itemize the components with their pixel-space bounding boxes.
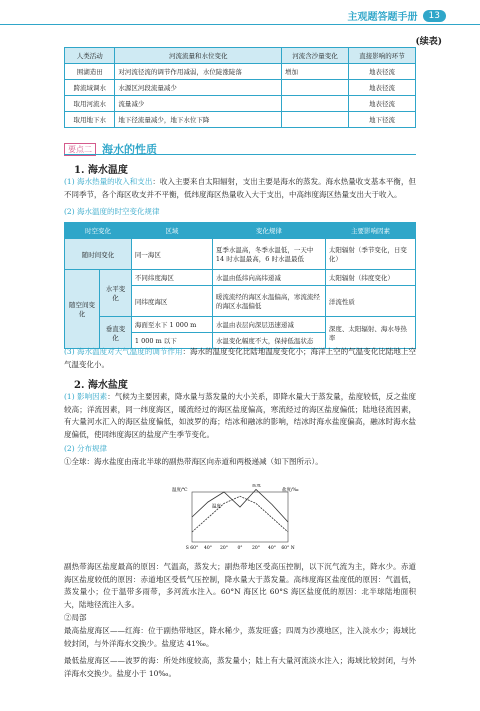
section-rule <box>64 154 416 155</box>
cell: 随时间变化 <box>65 239 132 270</box>
cell: 太阳辐射（纬度变化） <box>325 270 415 286</box>
handbook-title: 主观题答题手册 <box>347 12 418 23</box>
cell: 取用地下水 <box>65 112 115 128</box>
cell: 流量减少 <box>115 96 282 112</box>
table-row <box>65 112 416 128</box>
x-tick-label: 40° <box>268 546 276 551</box>
paragraph-label: (1) 海水热量的收入和支出 <box>64 177 153 186</box>
table-row <box>65 96 416 112</box>
header-rule <box>0 24 480 25</box>
cell: 深度、太阳辐射、海水导热率 <box>325 317 415 349</box>
cell: 同一海区 <box>131 239 212 270</box>
paragraph: 副热带海区盐度最高的原因：气温高，蒸发大；副热带地区受高压控制，以下沉气流为主，降水少。赤道海区盐度较低的原因：赤道地区受低气压控制，降水量大于蒸发量。高纬度海区盐度低的原因：气温低，蒸发量小；位于温带多雨带，多河流水注入。60°N 海区比 60°S 海区盐度低的原因：北半球陆地面积大，陆地径流注入多。 <box>64 562 416 609</box>
col-header: 河流流量和水位变化 <box>115 48 282 64</box>
paragraph-label: (2) 分布规律 <box>64 444 108 453</box>
heading-salinity: 2. 海水盐度 <box>74 380 128 391</box>
paragraph <box>64 391 416 441</box>
cell: 不同纬度海区 <box>131 270 212 286</box>
cell: 垂直变化 <box>100 317 132 349</box>
cell: 水温由表层向深层迅速递减 <box>212 317 325 333</box>
cell: 水源区河段流量减少 <box>115 80 282 96</box>
cell: 暖流流经的海区水温偏高，寒流流经的海区水温偏低 <box>212 286 325 317</box>
cell <box>281 80 348 96</box>
x-tick-label: 0° <box>237 546 243 551</box>
continued-label: (续表) <box>415 37 442 47</box>
paragraph-label: (2) 海水温度的时空变化规律 <box>64 207 160 216</box>
section-badge: 要点二 <box>64 143 96 156</box>
cell: 地表径流 <box>348 96 415 112</box>
table-row <box>65 80 416 96</box>
human-activity-table <box>64 47 416 128</box>
paragraph-text: ：收入主要来自太阳辐射，支出主要是海水的蒸发。海水热量收支基本平衡，但不同季节，各个海区收支并不平衡，低纬度海区热量收入大于支出，中高纬度海区热量支出大于收入。 <box>64 177 416 199</box>
x-tick-label: 40° <box>204 546 212 551</box>
temperature-line <box>192 496 288 532</box>
col-header: 人类活动 <box>65 48 115 64</box>
paragraph-label: (1) 影响因素 <box>64 392 108 401</box>
cell: 同纬度海区 <box>131 286 212 317</box>
table-row <box>65 64 416 80</box>
cell: 地表径流 <box>348 64 415 80</box>
paragraph-text: ：海水的温度变化比陆地温度变化小；海洋上空的气温变化比陆地上空气温变化小。 <box>64 347 417 369</box>
cell: 水温由低纬向高纬递减 <box>212 270 325 286</box>
cell <box>281 112 348 128</box>
y-axis-right-label: 盐度/‰ <box>282 488 299 493</box>
cell: 地下径流量减少，地下水位下降 <box>115 112 282 128</box>
paragraph: 最高盐度海区——红海：位于副热带地区，降水稀少，蒸发旺盛；四周为沙漠地区，注入淡水少；海域比较封闭，与外洋海水交换少。盐度达 41‰。 <box>64 626 416 648</box>
salinity-line <box>192 490 288 523</box>
cell: 夏季水温高，冬季水温低，一天中 14 时水温最高，6 时水温最低 <box>212 239 325 270</box>
cell: 海面至水下 1 000 m <box>131 317 212 333</box>
col-header: 主要影响因素 <box>325 223 415 239</box>
paragraph-label: ②局部 <box>64 613 87 622</box>
table-row <box>65 317 416 333</box>
paragraph-label: (3) 海水温度对大气温度的调节作用 <box>64 347 183 356</box>
x-tick-label: 20° <box>220 546 228 551</box>
temperature-table <box>64 222 416 349</box>
cell: 对河流径流的调节作用减弱，水位陡涨陡落 <box>115 64 282 80</box>
heading-sea-temperature: 1. 海水温度 <box>74 165 128 176</box>
cell: 围湖造田 <box>65 64 115 80</box>
paragraph <box>64 346 416 371</box>
table-row <box>65 239 416 270</box>
table-row <box>65 270 416 286</box>
col-header: 变化规律 <box>212 223 325 239</box>
x-tick-label: 60° N <box>281 546 295 551</box>
cell: 水平变化 <box>100 270 132 317</box>
cell: 水温变化幅度不大，保持低温状态 <box>212 333 325 349</box>
paragraph: 最低盐度海区——波罗的海：所处纬度较高，蒸发量小；陆上有大量河流淡水注入；海域比较封闭，与外洋海水交换少。盐度小于 10‰。 <box>64 656 416 678</box>
cell: 增加 <box>281 64 348 80</box>
cell: 取用河流水 <box>65 96 115 112</box>
col-header: 区域 <box>131 223 212 239</box>
header <box>348 8 446 23</box>
x-tick-label: 20° <box>252 546 260 551</box>
cell: 洋流性质 <box>325 286 415 317</box>
cell: 跨流域调水 <box>65 80 115 96</box>
cell: 地表径流 <box>348 80 415 96</box>
series-label-temperature: 温度 <box>212 504 221 510</box>
y-axis-left-label: 温度/℃ <box>172 488 188 493</box>
cell <box>281 96 348 112</box>
col-header: 时空变化 <box>65 223 132 239</box>
col-header: 河流含沙量变化 <box>281 48 348 64</box>
cell: 太阳辐射（季节变化，日变化） <box>325 239 415 270</box>
paragraph <box>64 176 416 201</box>
salinity-temperature-chart <box>170 484 310 554</box>
section-title: 海水的性质 <box>102 143 157 156</box>
cell: 随空间变化 <box>65 270 100 349</box>
series-label-salinity: 盐度 <box>252 484 261 489</box>
x-tick-label: S 60° <box>185 546 199 551</box>
paragraph-text: ：气候为主要因素，降水量与蒸发量的大小关系，即降水量大于蒸发量，盐度较低，反之盐度较高；洋流因素，同一纬度海区，暖流经过的海区盐度偏高，寒流经过的海区盐度偏低；陆地径流因素，有大量河水汇入的海区盐度偏低，如波罗的海；结冰和融冰的影响，结冰时海水盐度偏高，融冰时海水盐度偏低，使同纬度海区的盐度产生季节变化。 <box>64 392 417 439</box>
plot-frame <box>192 492 288 542</box>
cell: 1 000 m 以下 <box>131 333 212 349</box>
paragraph: ①全球：海水盐度由南北半球的副热带海区向赤道和两极递减（如下图所示）。 <box>64 457 323 466</box>
col-header: 直接影响的环节 <box>348 48 415 64</box>
page-number: 13 <box>423 10 446 22</box>
cell: 地下径流 <box>348 112 415 128</box>
